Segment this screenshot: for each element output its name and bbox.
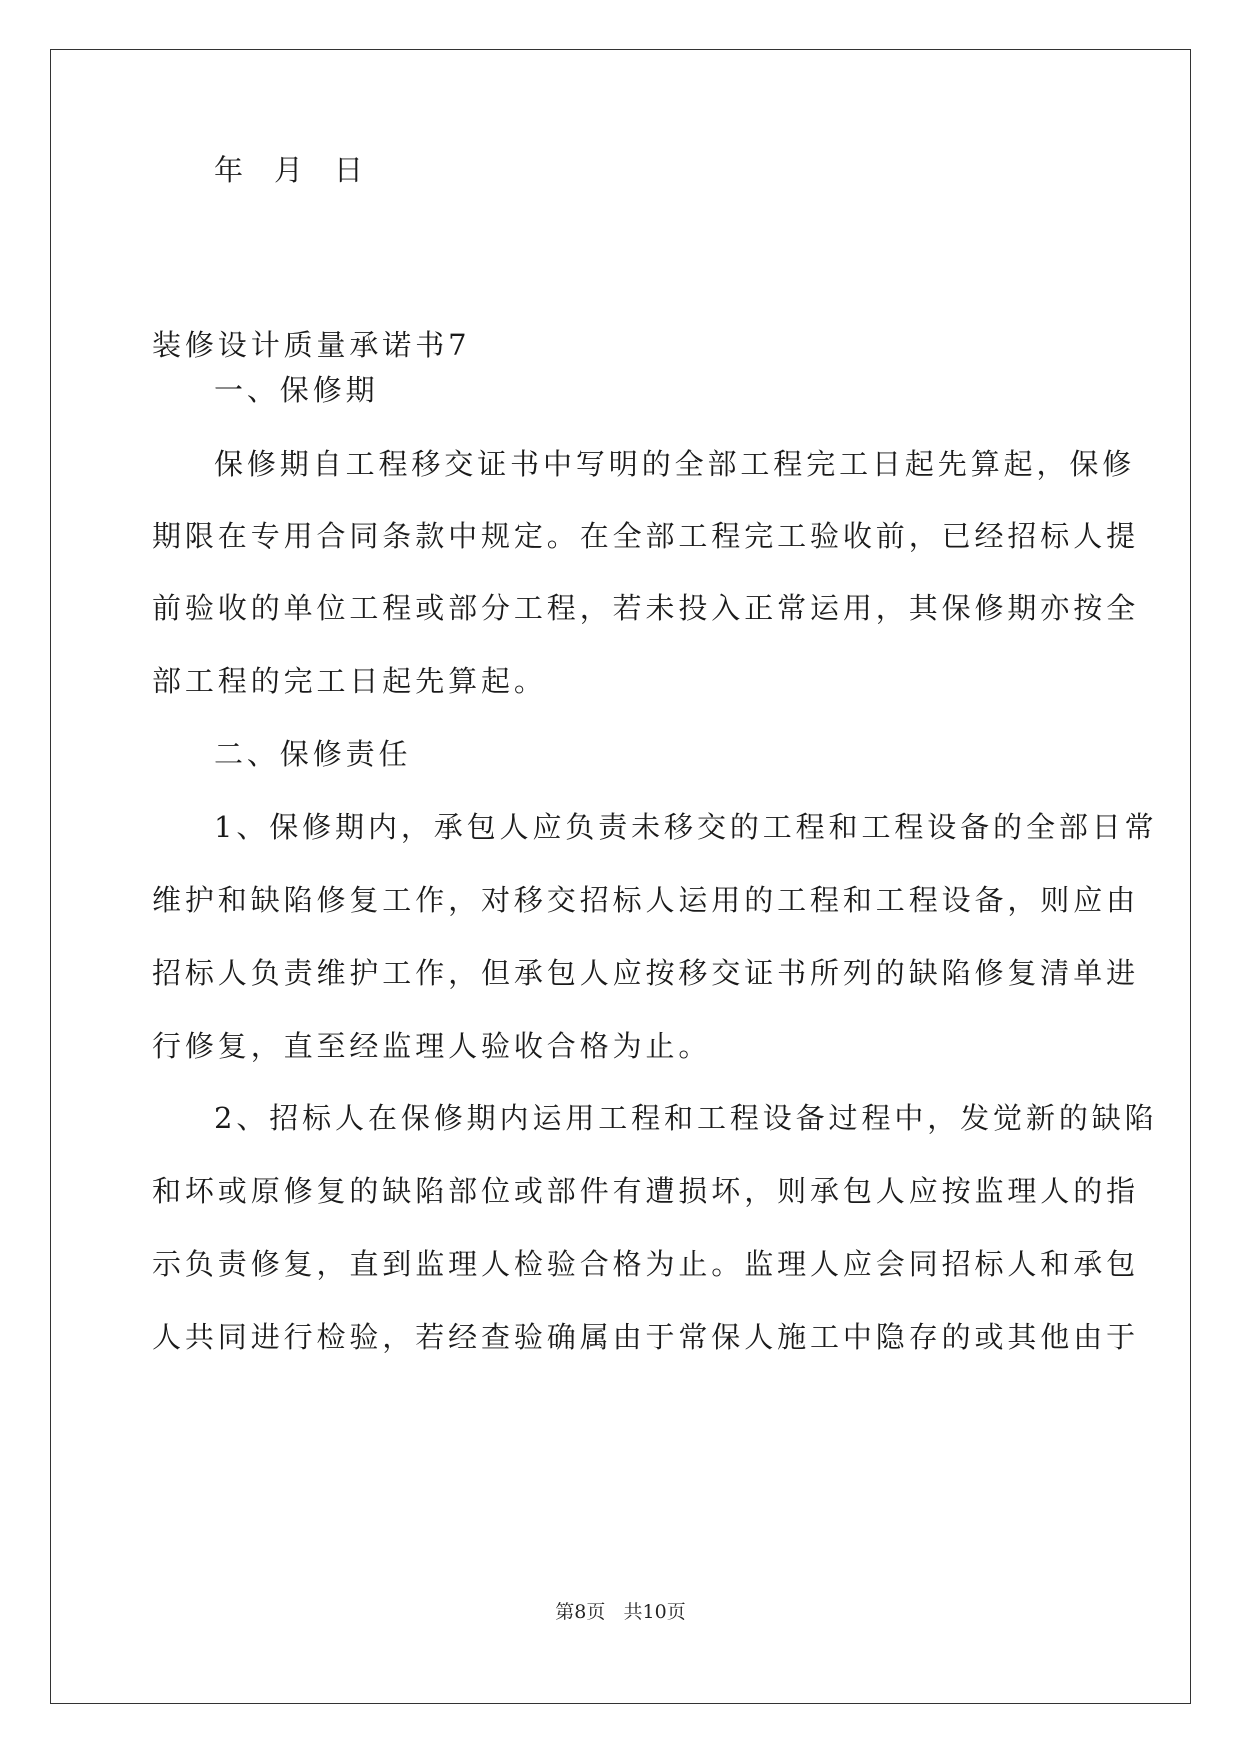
paragraph-line: 前验收的单位工程或部分工程，若未投入正常运用，其保修期亦按全 (152, 591, 1140, 625)
paragraph-line: 保修期自工程移交证书中写明的全部工程完工日起先算起，保修 (214, 447, 1136, 481)
page-total: 共10页 (623, 1601, 686, 1623)
paragraph-line: 部工程的完工日起先算起。 (152, 664, 547, 698)
section-heading-warranty-period: 一、保修期 (214, 373, 379, 407)
paragraph-line: 1、保修期内，承包人应负责未移交的工程和工程设备的全部日常 (214, 810, 1158, 844)
paragraph-line: 招标人负责维护工作，但承包人应按移交证书所列的缺陷修复清单进 (152, 956, 1140, 990)
paragraph-line: 人共同进行检验，若经查验确属由于常保人施工中隐存的或其他由于 (152, 1320, 1140, 1354)
paragraph-line: 期限在专用合同条款中规定。在全部工程完工验收前，已经招标人提 (152, 519, 1140, 553)
paragraph-line: 维护和缺陷修复工作，对移交招标人运用的工程和工程设备，则应由 (152, 883, 1140, 917)
page-number: 第8页 (555, 1601, 606, 1623)
date-line: 年 月 日 (214, 153, 367, 187)
page-footer (0, 1600, 1241, 1624)
page-border (50, 49, 1191, 1704)
paragraph-line: 行修复，直至经监理人验收合格为止。 (152, 1029, 712, 1063)
paragraph-line: 2、招标人在保修期内运用工程和工程设备过程中，发觉新的缺陷 (214, 1101, 1158, 1135)
paragraph-line: 示负责修复，直到监理人检验合格为止。监理人应会同招标人和承包 (152, 1247, 1140, 1281)
section-heading-warranty-responsibility: 二、保修责任 (214, 737, 412, 771)
document-title: 装修设计质量承诺书7 (152, 328, 471, 362)
paragraph-line: 和坏或原修复的缺陷部位或部件有遭损坏，则承包人应按监理人的指 (152, 1174, 1140, 1208)
